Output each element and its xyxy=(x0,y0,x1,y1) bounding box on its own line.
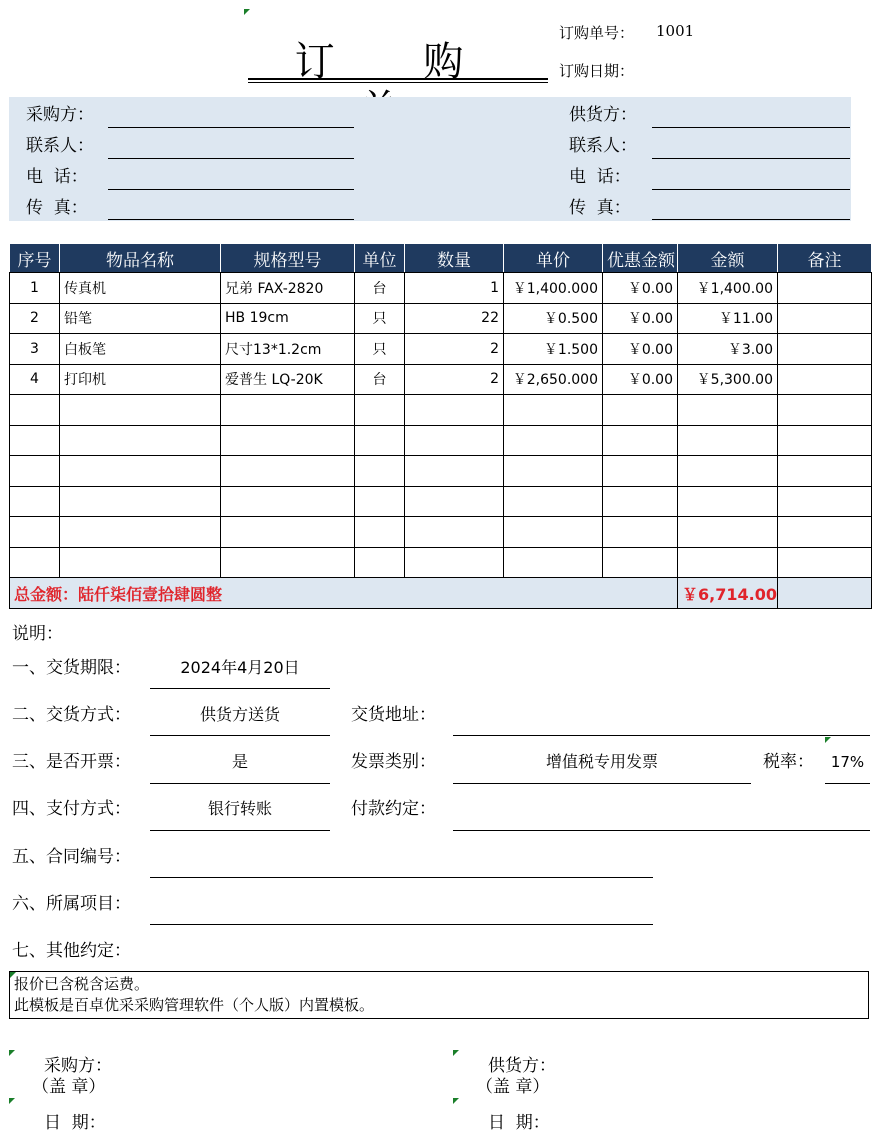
item-name[interactable]: 打印机 xyxy=(60,364,221,395)
delivery-address-field[interactable] xyxy=(453,735,870,736)
item-qty[interactable]: 1 xyxy=(405,273,504,304)
supplier-phone-field[interactable] xyxy=(652,189,850,190)
buyer-contact-label: 联系人： xyxy=(26,136,94,156)
payment-label: 四、支付方式： xyxy=(12,799,131,819)
col-header: 单价 xyxy=(504,244,603,273)
empty-cell[interactable] xyxy=(405,486,504,517)
empty-cell[interactable] xyxy=(778,486,872,517)
item-spec[interactable]: HB 19cm xyxy=(221,303,355,334)
page-title: 订 购 xyxy=(294,39,502,85)
col-header: 序号 xyxy=(10,244,60,273)
empty-cell[interactable] xyxy=(778,547,872,578)
empty-cell[interactable] xyxy=(221,547,355,578)
buyer-fax-field[interactable] xyxy=(108,219,354,220)
item-spec[interactable]: 尺寸13*1.2cm xyxy=(221,334,355,365)
empty-cell[interactable] xyxy=(504,395,603,426)
items-table xyxy=(9,243,872,609)
item-unit[interactable]: 台 xyxy=(355,364,405,395)
title-underline-thin xyxy=(248,82,548,83)
comment-marker-icon xyxy=(10,972,16,978)
item-name[interactable]: 铅笔 xyxy=(60,303,221,334)
item-amount[interactable]: ￥5,300.00 xyxy=(678,364,778,395)
item-spec[interactable]: 爱普生 LQ-20K xyxy=(221,364,355,395)
empty-cell[interactable] xyxy=(405,395,504,426)
item-qty[interactable]: 2 xyxy=(405,334,504,365)
comment-marker-icon xyxy=(825,737,831,743)
empty-cell[interactable] xyxy=(60,547,221,578)
table-row-empty xyxy=(10,517,872,548)
item-discount[interactable]: ￥0.00 xyxy=(603,303,678,334)
empty-cell[interactable] xyxy=(10,395,60,426)
total-amount-value: ￥6,714.00 xyxy=(678,578,778,609)
order-date-label: 订购日期： xyxy=(559,62,635,80)
empty-cell[interactable] xyxy=(355,517,405,548)
empty-cell[interactable] xyxy=(678,547,778,578)
empty-cell[interactable] xyxy=(221,456,355,487)
item-discount[interactable]: ￥0.00 xyxy=(603,273,678,304)
invoice-type-value[interactable]: 增值税专用发票 xyxy=(545,752,658,771)
buyer-phone-label: 电 话： xyxy=(26,167,88,187)
delivery-deadline-value[interactable]: 2024年4月20日 xyxy=(180,658,300,677)
comment-marker-icon xyxy=(453,1050,459,1056)
empty-cell[interactable] xyxy=(504,486,603,517)
col-header: 优惠金额 xyxy=(603,244,678,273)
row-index[interactable]: 3 xyxy=(10,334,60,365)
empty-cell[interactable] xyxy=(355,456,405,487)
comment-marker-icon xyxy=(453,1098,459,1104)
buyer-field[interactable] xyxy=(108,127,354,128)
supplier-contact-field[interactable] xyxy=(652,158,850,159)
item-unit[interactable]: 只 xyxy=(355,334,405,365)
order-no-label: 订购单号： xyxy=(559,24,635,42)
item-discount[interactable]: ￥0.00 xyxy=(603,364,678,395)
contract-label: 五、合同编号： xyxy=(12,847,131,867)
empty-cell[interactable] xyxy=(603,517,678,548)
empty-cell[interactable] xyxy=(60,425,221,456)
table-row xyxy=(10,303,872,334)
table-row xyxy=(10,334,872,365)
row-index[interactable]: 1 xyxy=(10,273,60,304)
empty-cell[interactable] xyxy=(405,456,504,487)
supplier-label: 供货方： xyxy=(569,105,637,125)
empty-cell[interactable] xyxy=(355,395,405,426)
empty-cell[interactable] xyxy=(678,425,778,456)
table-row xyxy=(10,364,872,395)
empty-cell[interactable] xyxy=(60,395,221,426)
buyer-label: 采购方： xyxy=(26,105,94,125)
empty-cell[interactable] xyxy=(678,517,778,548)
other-label: 七、其他约定： xyxy=(12,941,131,961)
item-name[interactable]: 传真机 xyxy=(60,273,221,304)
empty-cell[interactable] xyxy=(603,547,678,578)
item-qty[interactable]: 2 xyxy=(405,364,504,395)
table-row-empty xyxy=(10,395,872,426)
empty-cell[interactable] xyxy=(10,486,60,517)
item-price[interactable]: ￥0.500 xyxy=(504,303,603,334)
empty-cell[interactable] xyxy=(678,395,778,426)
order-no-value[interactable]: 1001 xyxy=(656,22,695,40)
title-underline xyxy=(248,78,548,80)
empty-cell[interactable] xyxy=(678,456,778,487)
col-header: 规格型号 xyxy=(221,244,355,273)
empty-cell[interactable] xyxy=(221,425,355,456)
note-label: 说明： xyxy=(12,624,63,644)
buyer-contact-field[interactable] xyxy=(108,158,354,159)
contract-field[interactable] xyxy=(150,877,653,878)
empty-cell[interactable] xyxy=(355,486,405,517)
empty-cell[interactable] xyxy=(60,456,221,487)
empty-cell[interactable] xyxy=(10,425,60,456)
supplier-field[interactable] xyxy=(652,127,850,128)
table-row-empty xyxy=(10,456,872,487)
item-remark[interactable] xyxy=(778,273,872,304)
item-spec[interactable]: 兄弟 FAX-2820 xyxy=(221,273,355,304)
tax-rate-value[interactable]: 17% xyxy=(830,753,865,771)
item-unit[interactable]: 台 xyxy=(355,273,405,304)
table-header-row xyxy=(10,244,872,273)
empty-cell[interactable] xyxy=(405,547,504,578)
empty-cell[interactable] xyxy=(778,517,872,548)
item-unit[interactable]: 只 xyxy=(355,303,405,334)
tax-rate-label: 税率： xyxy=(763,752,814,772)
comment-marker-icon xyxy=(9,1050,15,1056)
col-header: 物品名称 xyxy=(60,244,221,273)
other-terms-line: 此模板是百卓优采采购管理软件（个人版）内置模板。 xyxy=(14,996,375,1014)
empty-cell[interactable] xyxy=(778,395,872,426)
empty-cell[interactable] xyxy=(221,395,355,426)
table-row xyxy=(10,273,872,304)
empty-cell[interactable] xyxy=(504,456,603,487)
party-info-block xyxy=(9,97,851,221)
row-index[interactable]: 4 xyxy=(10,364,60,395)
empty-cell[interactable] xyxy=(355,547,405,578)
col-header: 单位 xyxy=(355,244,405,273)
item-discount[interactable]: ￥0.00 xyxy=(603,334,678,365)
project-label: 六、所属项目： xyxy=(12,894,131,914)
empty-cell[interactable] xyxy=(778,425,872,456)
sign-buyer-seal: （盖 章） xyxy=(32,1077,106,1097)
other-terms-line: 报价已含税含运费。 xyxy=(14,975,150,993)
comment-marker-icon xyxy=(244,9,250,15)
empty-cell[interactable] xyxy=(60,486,221,517)
empty-cell[interactable] xyxy=(603,486,678,517)
col-header: 金额 xyxy=(678,244,778,273)
item-name[interactable]: 白板笔 xyxy=(60,334,221,365)
supplier-contact-label: 联系人： xyxy=(569,136,637,156)
item-amount[interactable]: ￥3.00 xyxy=(678,334,778,365)
empty-cell[interactable] xyxy=(221,486,355,517)
project-field[interactable] xyxy=(150,924,653,925)
invoice-label: 三、是否开票： xyxy=(12,752,131,772)
col-header: 备注 xyxy=(778,244,872,273)
empty-cell[interactable] xyxy=(221,517,355,548)
delivery-method-label: 二、交货方式： xyxy=(12,705,131,725)
supplier-fax-label: 传 真： xyxy=(569,198,631,218)
total-remark xyxy=(778,578,872,609)
delivery-method-value[interactable]: 供货方送货 xyxy=(199,705,280,724)
delivery-address-label: 交货地址： xyxy=(351,705,436,725)
sign-supplier-date: 日 期： xyxy=(488,1113,550,1133)
empty-cell[interactable] xyxy=(603,395,678,426)
item-price[interactable]: ￥1,400.000 xyxy=(504,273,603,304)
empty-cell[interactable] xyxy=(355,425,405,456)
item-remark[interactable] xyxy=(778,364,872,395)
payment-value[interactable]: 银行转账 xyxy=(207,799,272,818)
col-header: 数量 xyxy=(405,244,504,273)
empty-cell[interactable] xyxy=(10,547,60,578)
invoice-type-label: 发票类别： xyxy=(351,752,436,772)
item-remark[interactable] xyxy=(778,334,872,365)
sign-supplier-seal: （盖 章） xyxy=(476,1077,550,1097)
payment-terms-label: 付款约定： xyxy=(351,799,436,819)
item-amount[interactable]: ￥1,400.00 xyxy=(678,273,778,304)
empty-cell[interactable] xyxy=(504,425,603,456)
supplier-phone-label: 电 话： xyxy=(569,167,631,187)
delivery-deadline-label: 一、交货期限： xyxy=(12,658,131,678)
empty-cell[interactable] xyxy=(10,456,60,487)
payment-terms-field[interactable] xyxy=(453,830,870,831)
table-row-empty xyxy=(10,547,872,578)
empty-cell[interactable] xyxy=(504,517,603,548)
sign-supplier-label: 供货方： xyxy=(488,1056,556,1076)
comment-marker-icon xyxy=(9,1098,15,1104)
empty-cell[interactable] xyxy=(778,456,872,487)
empty-cell[interactable] xyxy=(405,425,504,456)
item-price[interactable]: ￥1.500 xyxy=(504,334,603,365)
supplier-fax-field[interactable] xyxy=(652,219,850,220)
item-remark[interactable] xyxy=(778,303,872,334)
table-row-empty xyxy=(10,486,872,517)
item-amount[interactable]: ￥11.00 xyxy=(678,303,778,334)
item-price[interactable]: ￥2,650.000 xyxy=(504,364,603,395)
buyer-fax-label: 传 真： xyxy=(26,198,88,218)
invoice-value[interactable]: 是 xyxy=(231,752,248,771)
sign-buyer-label: 采购方： xyxy=(44,1056,112,1076)
total-row xyxy=(10,578,872,609)
other-terms-box[interactable] xyxy=(9,971,869,1019)
empty-cell[interactable] xyxy=(603,425,678,456)
empty-cell[interactable] xyxy=(60,517,221,548)
table-row-empty xyxy=(10,425,872,456)
empty-cell[interactable] xyxy=(10,517,60,548)
empty-cell[interactable] xyxy=(603,456,678,487)
empty-cell[interactable] xyxy=(678,486,778,517)
item-qty[interactable]: 22 xyxy=(405,303,504,334)
total-amount-words: 总金额：陆仟柒佰壹拾肆圆整 xyxy=(10,578,678,609)
row-index[interactable]: 2 xyxy=(10,303,60,334)
buyer-phone-field[interactable] xyxy=(108,189,354,190)
empty-cell[interactable] xyxy=(504,547,603,578)
empty-cell[interactable] xyxy=(405,517,504,548)
sign-buyer-date: 日 期： xyxy=(44,1113,106,1133)
